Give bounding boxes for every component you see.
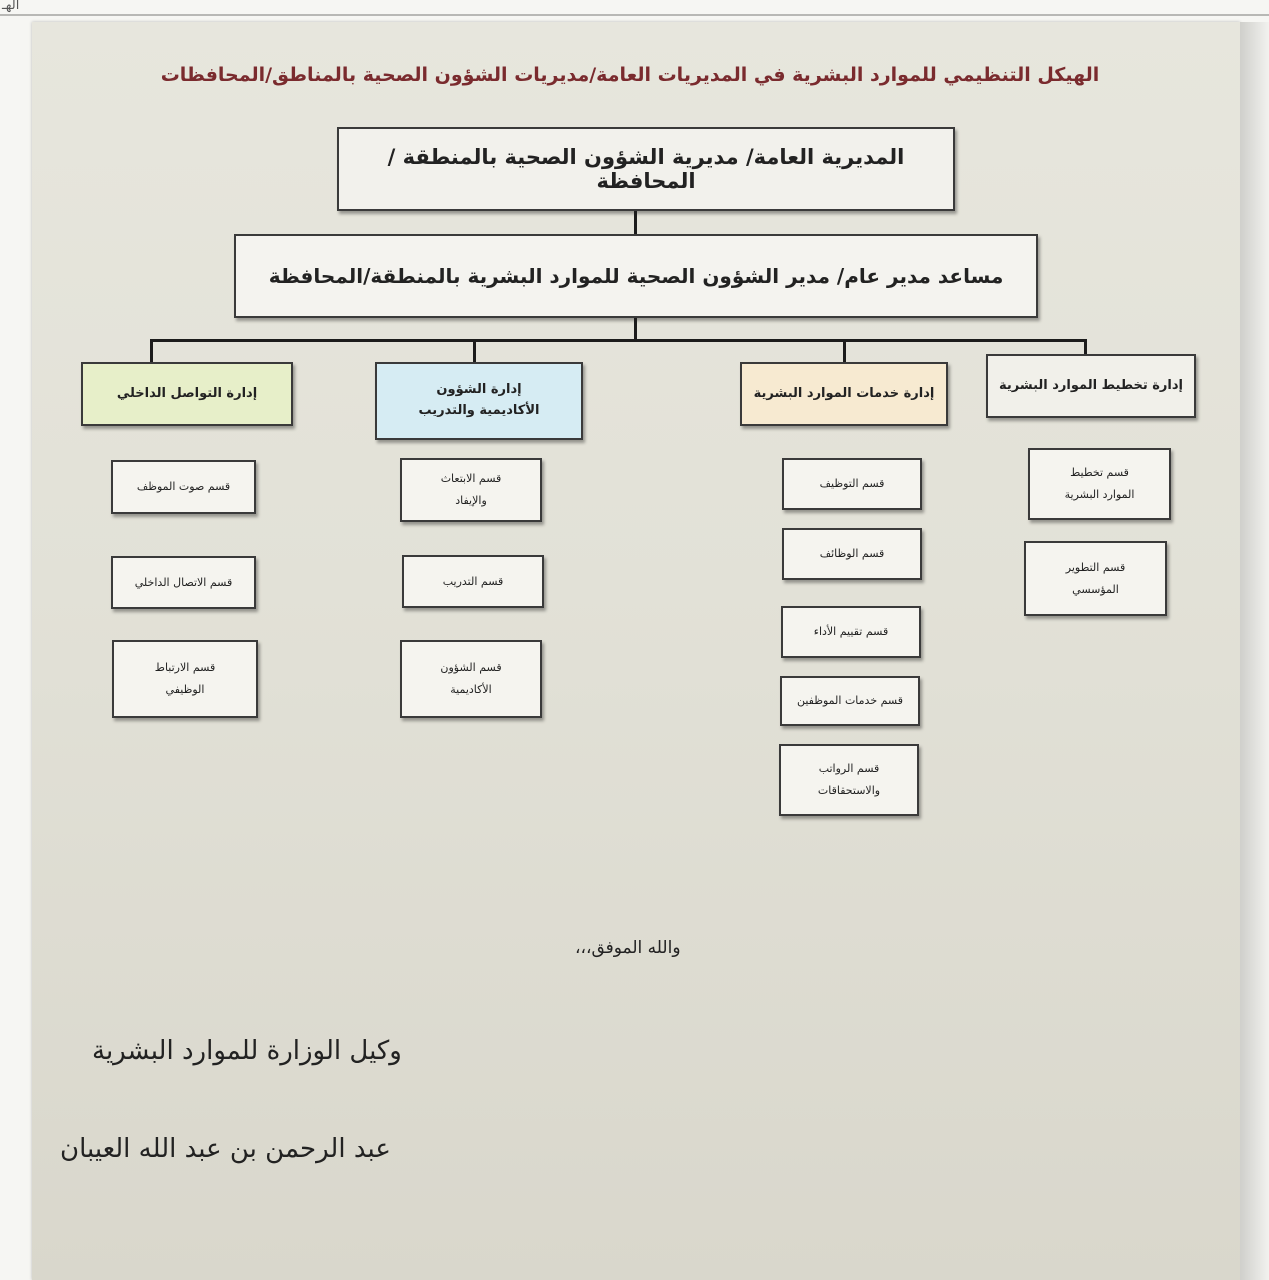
section-hr-planning: قسم تخطيط الموارد البشرية bbox=[1028, 448, 1171, 520]
connector-top-to-assistant bbox=[634, 211, 637, 234]
signatory-title: وكيل الوزارة للموارد البشرية bbox=[92, 1036, 402, 1066]
section-scholarship-delegation: قسم الابتعاث والإيفاد bbox=[400, 458, 542, 522]
section-employee-voice: قسم صوت الموظف bbox=[111, 460, 256, 514]
section-performance-evaluation: قسم تقييم الأداء bbox=[781, 606, 921, 658]
dept-hr-services: إدارة خدمات الموارد البشرية bbox=[740, 362, 948, 426]
chart-title: الهيكل التنظيمي للموارد البشرية في المديريات العامة/مديريات الشؤون الصحية بالمناطق/المحافظات bbox=[160, 64, 1100, 86]
closing-phrase: والله الموفق،،، bbox=[575, 938, 681, 958]
section-job-engagement: قسم الارتباط الوظيفي bbox=[112, 640, 258, 718]
drop-planning bbox=[1084, 339, 1087, 355]
section-academic-affairs: قسم الشؤون الأكاديمية bbox=[400, 640, 542, 718]
drop-communication bbox=[150, 339, 153, 363]
assistant-director-box: مساعد مدير عام/ مدير الشؤون الصحية للموارد البشرية بالمنطقة/المحافظة bbox=[234, 234, 1038, 318]
section-salaries-entitlements: قسم الرواتب والاستحقاقات bbox=[779, 744, 919, 816]
section-employee-services: قسم خدمات الموظفين bbox=[780, 676, 920, 726]
connector-assistant-down bbox=[634, 318, 637, 340]
dept-internal-communication: إدارة التواصل الداخلي bbox=[81, 362, 293, 426]
signatory-name: عبد الرحمن بن عبد الله العيبان bbox=[60, 1134, 391, 1164]
section-jobs: قسم الوظائف bbox=[782, 528, 922, 580]
screen-top-border bbox=[0, 14, 1269, 16]
drop-academic bbox=[473, 339, 476, 363]
department-bus-line bbox=[150, 339, 1087, 342]
general-directorate-box: المديرية العامة/ مديرية الشؤون الصحية بالمنطقة / المحافظة bbox=[337, 127, 955, 211]
section-recruitment: قسم التوظيف bbox=[782, 458, 922, 510]
dept-academic-training: إدارة الشؤون الأكاديمية والتدريب bbox=[375, 362, 583, 440]
drop-services bbox=[843, 339, 846, 363]
section-institutional-development: قسم التطوير المؤسسي bbox=[1024, 541, 1167, 616]
cut-off-text: الهـ bbox=[2, 0, 20, 13]
page-edge bbox=[1240, 22, 1269, 1280]
section-internal-communication: قسم الاتصال الداخلي bbox=[111, 556, 256, 609]
dept-hr-planning: إدارة تخطيط الموارد البشرية bbox=[986, 354, 1196, 418]
section-training: قسم التدريب bbox=[402, 555, 544, 608]
